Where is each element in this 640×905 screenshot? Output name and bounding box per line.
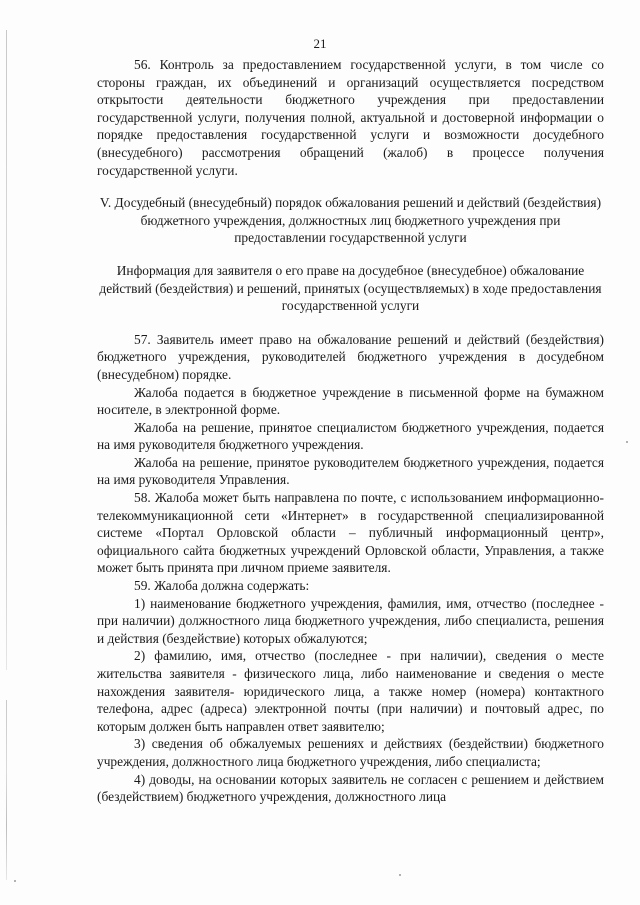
list-item-1: 1) наименование бюджетного учреждения, фамилия, имя, отчество (последнее - при наличии) должностного лица бюджетного учреждения, либо специалиста, решения и действия (бездействие) которых обжалуются; <box>97 595 604 646</box>
sub-heading: Информация для заявителя о его праве на досудебное (внесудебное) обжалование действий (бездействия) и решений, принятых (осуществляемых) в ходе предоставления государственной услуги <box>99 262 602 314</box>
spacer <box>97 247 604 262</box>
scan-speck <box>399 874 401 876</box>
paragraph-56: 56. Контроль за предоставлением государственной услуги, в том числе со стороны граждан, их объединений и организаций осуществляется посредством открытости деятельности бюджетного учреждения при предоставлении государственной услуги, получения полной, актуальной и достоверной информации о порядке предоставления государственной услуги и возможности досудебного (внесудебного) рассмотрения обращений (жалоб) в процессе получения государственной услуги. <box>97 57 604 178</box>
list-item-2: 2) фамилию, имя, отчество (последнее - при наличии), сведения о месте жительства заявителя - физического лица, либо наименование и сведения о месте нахождения заявителя- юридического лица, а также номер (номера) контактного телефона, адрес (адреса) электронной почты (при наличии) и почтовый адрес, по которым должен быть направлен ответ заявителю; <box>97 648 604 734</box>
spacer <box>97 179 604 194</box>
spacer <box>97 315 604 331</box>
paragraph-57: 57. Заявитель имеет право на обжалование решений и действий (бездействия) бюджетного учреждения, руководителей бюджетного учреждения в досудебном (внесудебном) порядке. <box>97 331 604 382</box>
section-heading: V. Досудебный (внесудебный) порядок обжалования решений и действий (бездействия) бюджетного учреждения, должностных лиц бюджетного учреждения при предоставлении государственной услуги <box>99 195 602 246</box>
scan-speck <box>14 880 16 882</box>
list-item-3: 3) сведения об обжалуемых решениях и действиях (бездействии) бюджетного учреждения, должностного лица бюджетного учреждения, либо специалиста; <box>97 736 604 769</box>
scan-speck <box>626 441 628 443</box>
paragraph-complaint-form: Жалоба подается в бюджетное учреждение в письменной форме на бумажном носителе, в электронной форме. <box>97 384 604 418</box>
paragraph-58: 58. Жалоба может быть направлена по почте, с использованием информационно-телекоммуникационной сети «Интернет» в государственной специализированной системе «Портал Орловской области – публичный информационный центр», официального сайта бюджетных учреждений Орловской области, Управления, а также может быть принята при личном приеме заявителя. <box>97 490 604 576</box>
paragraph-complaint-specialist: Жалоба на решение, принятое специалистом бюджетного учреждения, подается на имя руководителя бюджетного учреждения. <box>97 419 604 453</box>
document-body <box>97 56 604 806</box>
page-number: 21 <box>313 36 327 51</box>
scan-edge-line-lower <box>6 700 7 880</box>
list-item-4: 4) доводы, на основании которых заявитель не согласен с решением и действием (бездействием) бюджетного учреждения, должностного лица <box>97 771 604 805</box>
scan-edge-line <box>6 30 7 670</box>
paragraph-59: 59. Жалоба должна содержать: <box>134 578 310 594</box>
paragraph-complaint-head: Жалоба на решение, принятое руководителем бюджетного учреждения, подается на имя руководителя Управления. <box>97 454 604 488</box>
